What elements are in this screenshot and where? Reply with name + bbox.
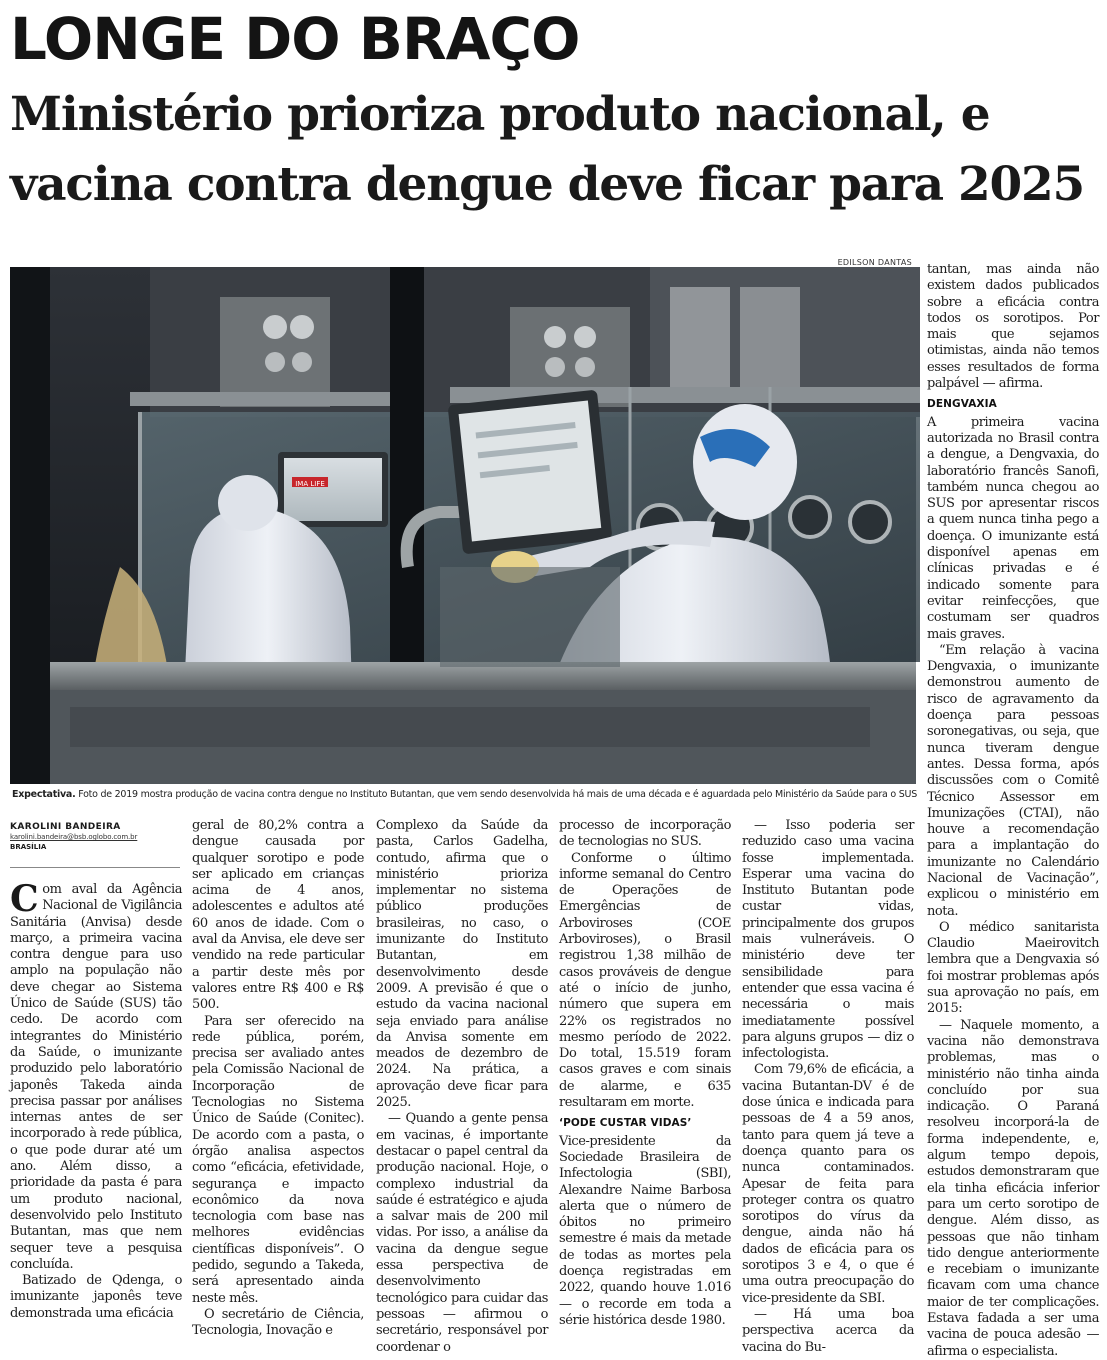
kicker-title: LONGE DO BRAÇO	[10, 5, 580, 73]
paragraph: — Há uma boa perspectiva acerca da vacina do Bu-	[742, 1306, 914, 1355]
lead-text: om aval da Agência Nacional de Vigilância Sanitária (Anvisa) desde março, a primeira vacina contra dengue para uso amplo na população não deve chegar ao Sistema Único de Saúde (SUS) tão cedo. De acordo com integrantes do Ministério da Saúde, o imunizante produzido pelo laboratório japonês Takeda ainda precisa passar por análises internas antes de ser incorporado à rede pública, o que pode durar até um ano. Além disso, a prioridade da pasta é para um produto nacional, desenvolvido pelo Instituto Butantan, mas que nem sequer teve a pesquisa concluída.	[10, 882, 182, 1272]
author-name: KAROLINI BANDEIRA	[10, 822, 121, 832]
author-email-link[interactable]: karolini.bandeira@bsb.oglobo.com.br	[10, 833, 138, 841]
paragraph: tantan, mas ainda não existem dados publicados sobre a eficácia contra todos os sorotipos. Por mais que sejamos otimistas, ainda não temos esses resultados de forma palpável — afirma.	[927, 262, 1099, 392]
byline	[10, 821, 180, 852]
paragraph: Conforme o último informe semanal do Centro de Operações de Emergências de Arboviroses (COE Arboviroses), o Brasil registrou 1,38 milhão de casos prováveis de dengue até o início de junho, número que supera em 22% os registrados no mesmo período de 2022. Do total, 15.519 foram casos graves e com sinais de alarme, e 635 resultaram em morte.	[559, 850, 731, 1111]
paragraph: Para ser oferecido na rede pública, porém, precisa ser avaliado antes pela Comissão Nacional de Incorporação de Tecnologias no Sistema Único de Saúde (Conitec). De acordo com a pasta, o órgão analisa aspectos como “eficácia, efetividade, segurança e impacto econômico da nova tecnologia com base nas melhores evidências científicas disponíveis”. O pedido, segundo a Takeda, será apresentado ainda neste mês.	[192, 1013, 364, 1306]
paragraph: A primeira vacina autorizada no Brasil contra a dengue, a Dengvaxia, do laboratório francês Sanofi, também nunca chegou ao SUS por apresentar riscos a quem nunca tinha pego a doença. O imunizante está disponível apenas em clínicas privadas e é indicado somente para evitar reinfecções, que costumam ser quadros mais graves.	[927, 414, 1099, 642]
paragraph: Vice-presidente da Sociedade Brasileira de Infectologia (SBI), Alexandre Naime Barbosa alerta que o número de óbitos no primeiro semestre é mais da metade de todas as mortes pela doença registradas em 2022, quando houve 1.016 — o recorde em toda a série histórica desde 1980.	[559, 1133, 731, 1328]
dateline-city: BRASÍLIA	[10, 843, 47, 851]
caption-label: Expectativa.	[12, 789, 76, 800]
paragraph: — Naquele momento, a vacina não demonstrava problemas, mas o ministério não tinha ainda concluído por sua indicação. O Paraná resolveu incorporá-la de forma independente, e, algum tempo depois, estudos demonstraram que ela tinha eficácia inferior para um certo sorotipo de dengue. Além disso, as pessoas que não tinham tido dengue anteriormente e recebiam o imunizante ficavam com uma chance maior de ter complicações. Estava fadada a ser uma vacina de pouca adesão — afirma o especialista.	[927, 1017, 1099, 1359]
caption-text: Foto de 2019 mostra produção de vacina contra dengue no Instituto Butantan, que vem sendo desenvolvida há mais de uma década e é aguardada pelo Ministério da Saúde para o SUS	[75, 789, 917, 800]
byline-divider	[10, 867, 180, 868]
paragraph: O secretário de Ciência, Tecnologia, Inovação e	[192, 1306, 364, 1339]
article-column-2	[192, 818, 364, 1339]
paragraph: — Quando a gente pensa em vacinas, é importante destacar o papel central da produção nacional. Hoje, o complexo industrial da saúde é estratégico e ajuda a salvar mais de 200 mil vidas. Por isso, a análise da vacina da dengue segue essa perspectiva de desenvolvimento tecnológico para cuidar das pessoas — afirmou o secretário, responsável por coordenar o	[376, 1111, 548, 1355]
paragraph: Com 79,6% de eficácia, a vacina Butantan-DV é de dose única e indicada para pessoas de 4 a 59 anos, tanto para quem já teve a doença quanto para os nunca contaminados. Apesar de feita para proteger contra os quatro sorotipos do vírus da dengue, ainda não há dados de eficácia para os sorotipos 3 e 4, o que é uma outra preocupação do vice-presidente da SBI.	[742, 1062, 914, 1306]
paragraph: “Em relação à vacina Dengvaxia, o imunizante demonstrou aumento de risco de agravamento da doença para pessoas soronegativas, ou seja, que nunca tiveram dengue antes. Dessa forma, após discussões com o Comitê Técnico Assessor em Imunizações (CTAI), não houve a recomendação para a implantação do imunizante no Calendário Nacional de Vacinação”, explicou o ministério em nota.	[927, 642, 1099, 919]
headline	[10, 80, 1085, 220]
paragraph: O médico sanitarista Claudio Maeirovitch lembra que a Dengvaxia só foi mostrar problemas após sua aprovação no país, em 2015:	[927, 919, 1099, 1017]
photo-caption	[12, 788, 917, 802]
paragraph: — Isso poderia ser reduzido caso uma vacina fosse implementada. Esperar uma vacina do Instituto Butantan pode custar vidas, principalmente dos grupos mais vulneráveis. O ministério deve ter sensibilidade para entender que essa vacina é necessária o mais imediatamente possível para alguns grupos — diz o infectologista.	[742, 818, 914, 1062]
paragraph: geral de 80,2% contra a dengue causada por qualquer sorotipo e pode ser aplicado em crianças acima de 4 anos, adolescentes e adultos até 60 anos de idade. Com o aval da Anvisa, ele deve ser vendido na rede particular a partir deste mês por valores entre R$ 400 e R$ 500.	[192, 818, 364, 1013]
headline-line-2: vacina contra dengue deve ficar para 2025	[10, 157, 1085, 212]
screen-brand-text: IMA LIFE	[295, 480, 325, 488]
photo-credit: EDILSON DANTAS	[837, 258, 912, 267]
drop-cap: C	[10, 878, 39, 920]
lead-paragraph	[10, 878, 182, 1273]
article-column-5	[742, 818, 914, 1355]
paragraph: Complexo da Saúde da pasta, Carlos Gadelha, contudo, afirma que o ministério prioriza implementar no sistema público produções brasileiras, no caso, o imunizante do Instituto Butantan, em desenvolvimento desde 2009. A previsão é que o estudo da vacina nacional seja enviado para análise da Anvisa somente em meados de dezembro de 2024. Na prática, a aprovação deve ficar para 2025.	[376, 818, 548, 1111]
lab-photo	[10, 267, 916, 784]
paragraph: Batizado de Qdenga, o imunizante japonês teve demonstrada uma eficácia	[10, 1273, 182, 1321]
paragraph: processo de incorporação de tecnologias no SUS.	[559, 818, 731, 850]
article-column-1	[10, 878, 182, 1321]
subheading-dengvaxia: DENGVAXIA	[927, 398, 997, 411]
subheading-pode-custar-vidas: ‘PODE CUSTAR VIDAS’	[559, 1117, 692, 1130]
headline-line-1: Ministério prioriza produto nacional, e	[10, 87, 990, 142]
article-column-6	[927, 262, 1099, 1359]
article-column-3	[376, 818, 548, 1355]
article-column-4	[559, 818, 731, 1328]
